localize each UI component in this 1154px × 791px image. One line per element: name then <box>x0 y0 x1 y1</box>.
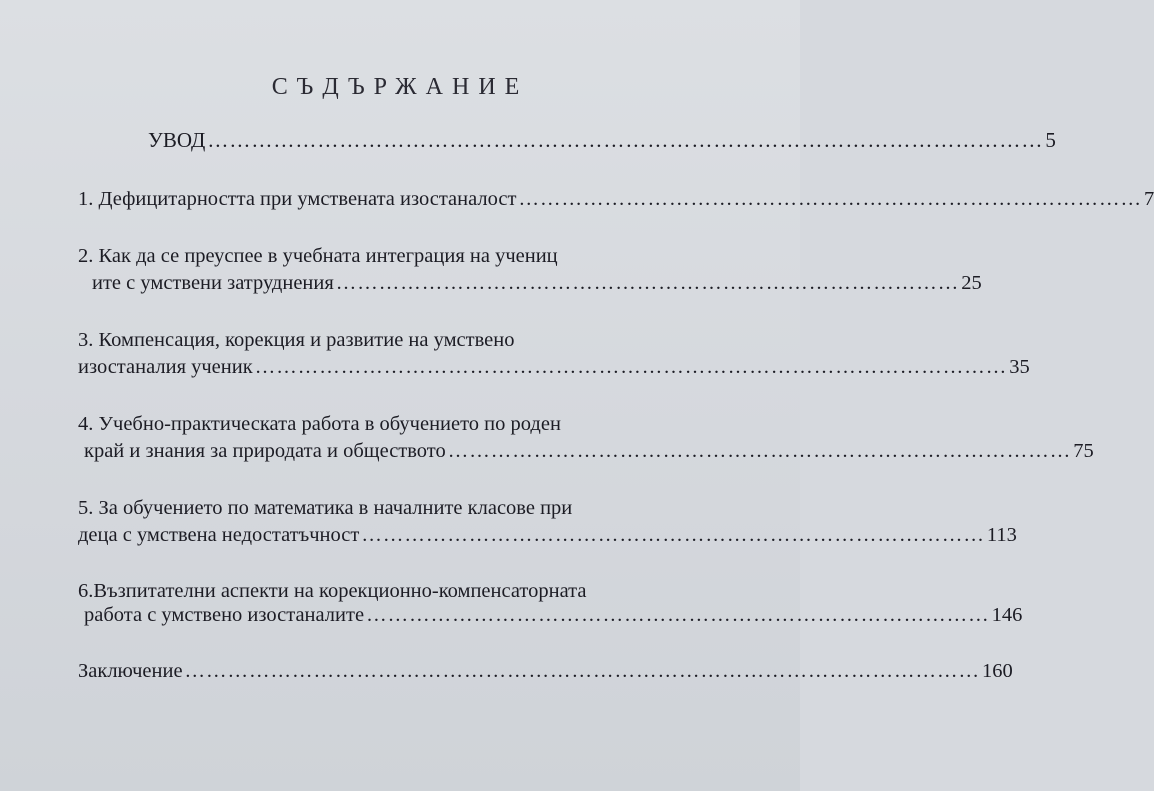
leader-dots: ………………………………………………………………………………………………… <box>184 660 981 682</box>
toc-title: СЪДЪРЖАНИЕ <box>271 74 529 100</box>
toc-entry-2-line-1: 2. Как да се преуспее в учебната интеграция на учениц <box>78 245 558 267</box>
toc-page-number: 113 <box>986 524 1017 546</box>
toc-entry-introduction <box>148 128 1056 153</box>
toc-entry-title: 1. Дефицитарността при умствената изостаналост <box>78 188 517 210</box>
toc-entry-4-line-1: 4. Учебно-практическата работа в обучението по роден <box>78 413 561 435</box>
toc-entry-conclusion <box>78 660 1013 683</box>
toc-page-number: 160 <box>982 660 1013 682</box>
toc-page-number: 25 <box>961 272 982 294</box>
toc-entry-1 <box>78 188 1154 211</box>
leader-dots: …………………………………………………………………………… <box>366 604 990 626</box>
leader-dots: …………………………………………………………………………… <box>361 524 985 546</box>
toc-entry-5 <box>78 524 1017 547</box>
toc-entry-5-line-1: 5. За обучението по математика в началните класове при <box>78 497 573 519</box>
leader-dots: …………………………………………………………………………… <box>518 188 1142 210</box>
toc-page-number: 5 <box>1045 128 1056 152</box>
toc-entry-3 <box>78 356 1030 379</box>
toc-entry-title-continued: край и знания за природата и обществото <box>84 440 446 462</box>
toc-page-number: 75 <box>1073 440 1094 462</box>
toc-entry-title-continued: изостаналия ученик <box>78 356 253 378</box>
toc-entry-title: Заключение <box>78 660 183 682</box>
leader-dots: …………………………………………………………………………… <box>335 272 960 294</box>
toc-entry-2 <box>92 272 982 295</box>
toc-entry-title-continued: работа с умствено изостаналите <box>84 604 365 626</box>
leader-dots: …………………………………………………………………………………………………… <box>207 128 1044 152</box>
toc-entry-4 <box>84 440 1094 463</box>
toc-entry-6 <box>84 604 1023 627</box>
leader-dots: …………………………………………………………………………………………… <box>254 356 1008 378</box>
toc-page-number: 35 <box>1009 356 1030 378</box>
toc-entry-title-continued: деца с умствена недостатъчност <box>78 524 360 546</box>
toc-page-number: 146 <box>991 604 1023 626</box>
toc-entry-title-continued: ите с умствени затруднения <box>92 272 334 294</box>
toc-entry-3-line-1: 3. Компенсация, корекция и развитие на умствено <box>78 329 515 351</box>
leader-dots: …………………………………………………………………………… <box>447 440 1072 462</box>
toc-entry-title: УВОД <box>148 128 206 152</box>
toc-entry-6-line-1: 6.Възпитателни аспекти на корекционно-компенсаторната <box>78 580 587 602</box>
toc-page-number: 7 <box>1143 188 1154 210</box>
